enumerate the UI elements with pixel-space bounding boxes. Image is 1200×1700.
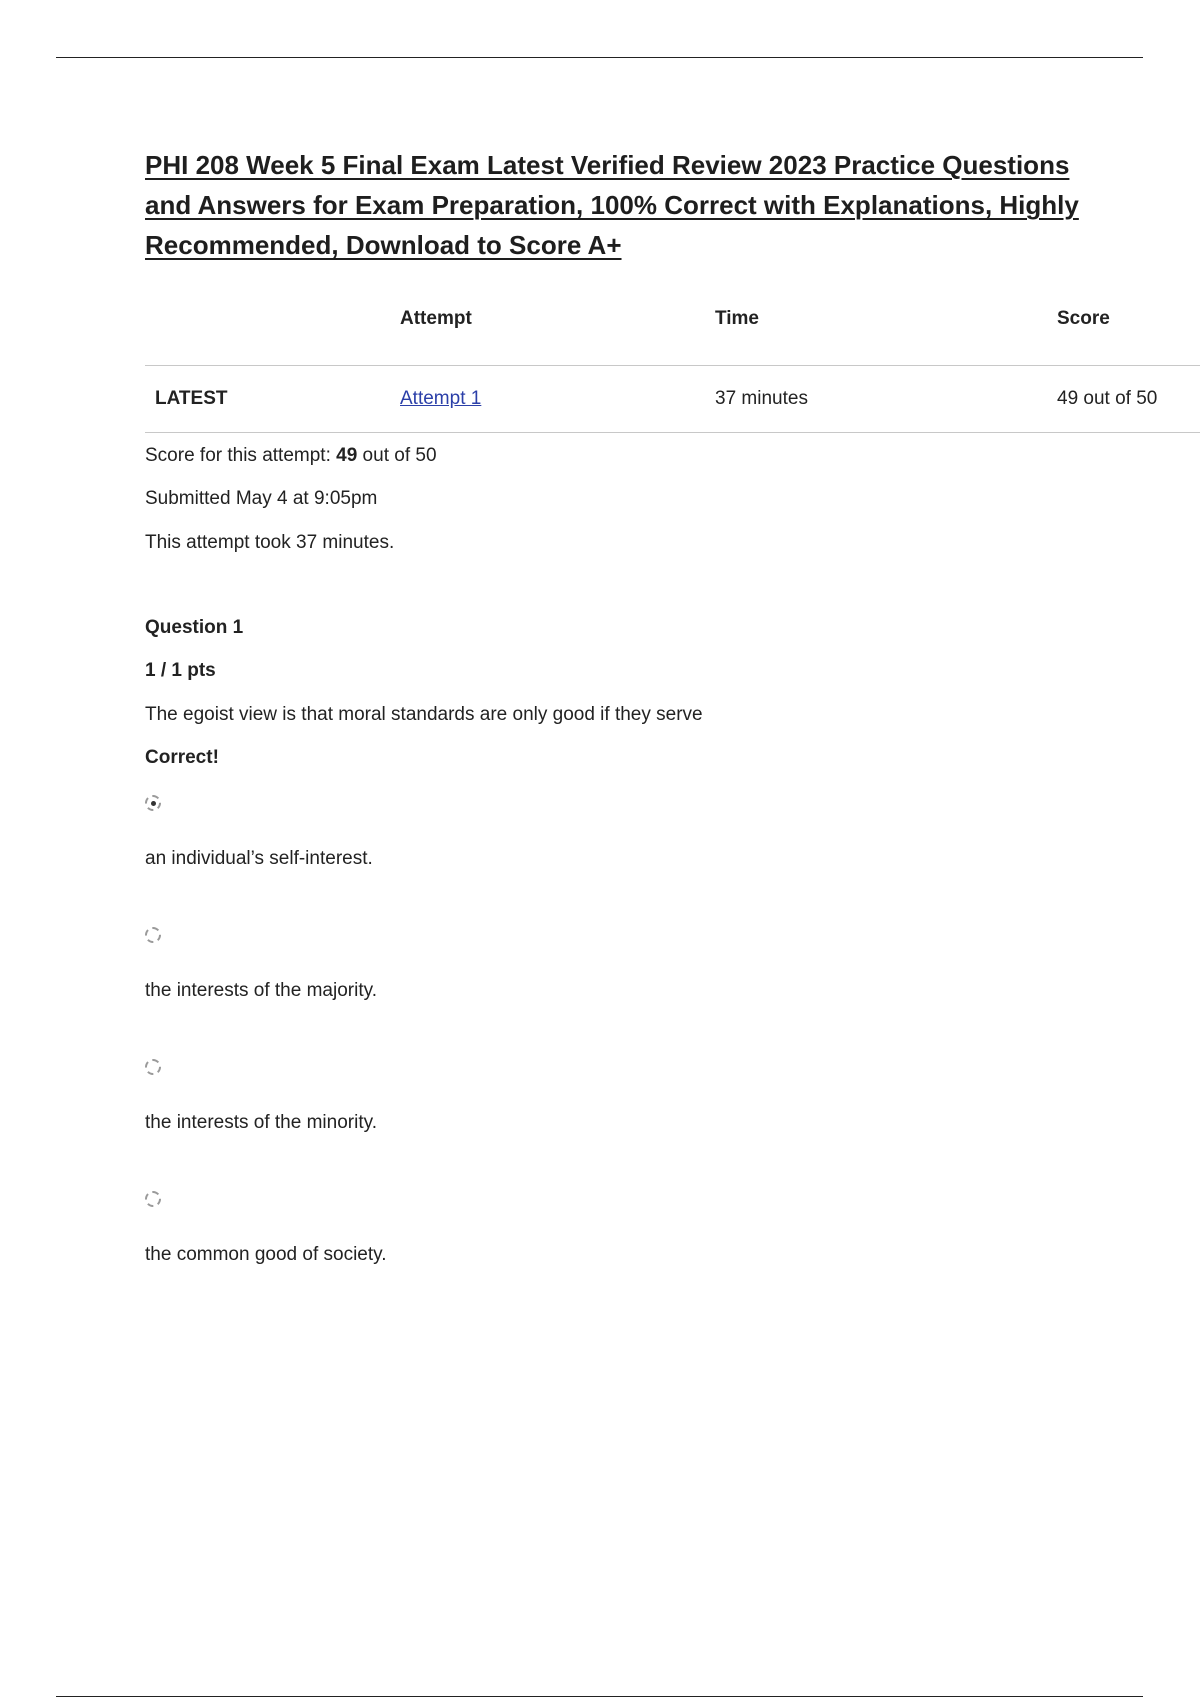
header-blank [145,287,400,366]
header-attempt: Attempt [400,308,472,329]
answer-text: the interests of the minority. [145,1112,377,1133]
answer-option[interactable] [145,1059,1200,1134]
answer-option[interactable] [145,1191,1200,1266]
radio-icon[interactable] [145,1191,161,1207]
page-content [145,145,1200,1266]
answer-text: the common good of society. [145,1244,387,1265]
score-prefix: Score for this attempt: [145,445,337,466]
score-cell: 49 out of 50 [1057,366,1200,433]
document-title: PHI 208 Week 5 Final Exam Latest Verified Review 2023 Practice Questions and Answers for Exam Preparation, 100% Correct with Explanations, Highly Recommended, Download to Score A+ [145,150,1079,260]
radio-icon[interactable] [145,1059,161,1075]
answer-option[interactable] [145,927,1200,1002]
latest-label: LATEST [145,366,400,433]
score-suffix: out of 50 [357,445,437,466]
question-points: 1 / 1 pts [145,660,216,681]
attempt-link[interactable]: Attempt 1 [400,388,482,409]
attempts-table [145,287,1200,433]
answer-option[interactable] [145,795,1200,870]
header-time: Time [715,308,760,329]
bottom-divider [56,1696,1143,1697]
question-text: The egoist view is that moral standards are only good if they serve [145,704,703,725]
duration-line: This attempt took 37 minutes. [145,532,395,553]
radio-selected-icon[interactable] [145,795,161,811]
answer-text: an individual’s self-interest. [145,848,373,869]
top-divider [56,57,1143,58]
score-value: 49 [336,445,358,466]
radio-icon[interactable] [145,927,161,943]
question-result: Correct! [145,747,219,768]
score-line [145,445,1200,467]
time-cell: 37 minutes [715,366,1057,433]
table-row [145,366,1200,433]
header-score: Score [1057,308,1110,329]
attempt-summary [145,445,1200,554]
answer-text: the interests of the majority. [145,980,377,1001]
question-heading: Question 1 [145,617,244,638]
question-block [145,617,1200,1266]
attempt-cell [400,366,715,433]
submitted-line: Submitted May 4 at 9:05pm [145,488,378,509]
attempts-header-row [145,287,1200,366]
